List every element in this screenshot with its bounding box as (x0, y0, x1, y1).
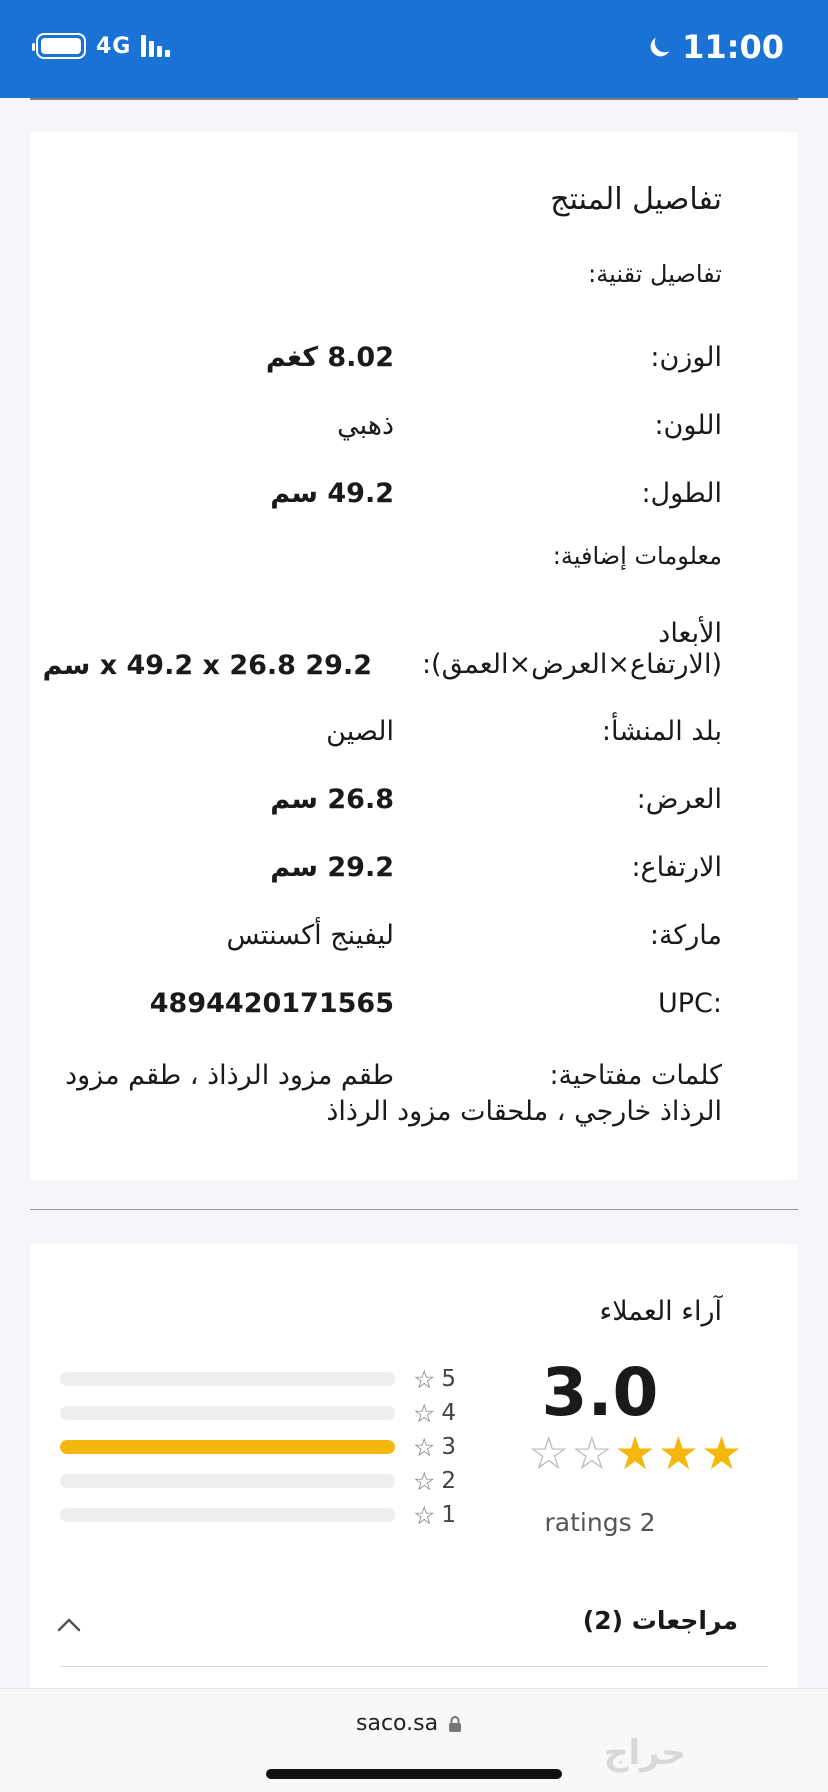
product-details-card (30, 132, 798, 1180)
ratings-count: ratings 2 (544, 1508, 656, 1537)
keywords-value-line2: الرذاذ خارجي ، ملحقات مزود الرذاذ (326, 1096, 722, 1127)
weight-value: 8.02 كغم (265, 342, 394, 373)
reviews-toggle[interactable]: مراجعات (2) (582, 1606, 738, 1635)
origin-label: بلد المنشأ: (601, 716, 722, 747)
brand-label: ماركة: (649, 920, 722, 951)
watermark: حراج (604, 1733, 686, 1773)
keywords-value-line1: طقم مزود الرذاذ ، طقم مزود (65, 1060, 394, 1091)
reviews-card (30, 1244, 798, 1689)
brand-value: ليفينج أكسنتس (226, 920, 394, 951)
star-icon-5: ★ (701, 1426, 743, 1480)
dimensions-label-line2: (الارتفاع×العرض×العمق): (421, 649, 722, 680)
home-indicator (266, 1769, 562, 1779)
rating-bar-label: 2 (441, 1468, 457, 1494)
weight-label: الوزن: (650, 342, 722, 373)
moon-icon (646, 33, 674, 61)
reviews-title: آراء العملاء (599, 1296, 722, 1327)
rating-bar-row (60, 1500, 456, 1530)
battery-icon (36, 33, 86, 59)
section-divider (30, 1209, 798, 1210)
star-outline-icon: ☆ (413, 1398, 436, 1428)
rating-bar-label: 4 (441, 1400, 457, 1426)
star-icon-2: ☆ (571, 1426, 613, 1480)
status-right (646, 28, 784, 66)
star-icon-1: ☆ (528, 1426, 570, 1480)
chevron-up-icon[interactable] (56, 1614, 82, 1634)
signal-icon (141, 35, 170, 57)
rating-bar-track (60, 1474, 395, 1488)
star-outline-icon: ☆ (413, 1466, 436, 1496)
rating-bar-label: 1 (441, 1502, 457, 1528)
width-value: 26.8 سم (270, 784, 394, 815)
width-label: العرض: (636, 784, 722, 815)
lock-icon (448, 1715, 462, 1733)
rating-bar-track (60, 1508, 395, 1522)
rating-bar-fill (60, 1440, 395, 1454)
url-text: saco.sa (356, 1711, 439, 1736)
star-rating (528, 1426, 743, 1480)
product-details-title: تفاصيل المنتج (550, 182, 722, 217)
rating-bar-track (60, 1372, 395, 1386)
keywords-label: كلمات مفتاحية: (549, 1060, 722, 1091)
browser-footer (0, 1688, 828, 1792)
rating-bar-track (60, 1440, 395, 1454)
reviews-divider (60, 1666, 768, 1667)
network-type: 4G (96, 33, 132, 59)
clock: 11:00 (682, 28, 784, 66)
rating-bar-label: 5 (441, 1366, 457, 1392)
rating-bar-row (60, 1364, 456, 1394)
address-bar[interactable] (356, 1711, 462, 1736)
rating-bar-label: 3 (441, 1434, 457, 1460)
color-value: ذهبي (337, 410, 394, 441)
height-value: 29.2 سم (270, 852, 394, 883)
top-divider (30, 98, 798, 100)
height-label: الارتفاع: (631, 852, 722, 883)
star-outline-icon: ☆ (413, 1364, 436, 1394)
dimensions-label (422, 618, 722, 680)
star-outline-icon: ☆ (413, 1500, 436, 1530)
color-label: اللون: (654, 410, 722, 441)
upc-label-text: UPC: (658, 988, 722, 1019)
rating-bar-row (60, 1398, 456, 1428)
technical-heading: تفاصيل تقنية: (588, 260, 722, 288)
dimensions-value: 29.2 x 49.2 x 26.8 سم (42, 650, 372, 681)
additional-heading: معلومات إضافية: (552, 542, 722, 570)
length-value: 49.2 سم (270, 478, 394, 509)
upc-label (658, 988, 722, 1019)
status-bar (0, 0, 828, 98)
rating-bar-row (60, 1432, 456, 1462)
star-icon-3: ★ (614, 1426, 656, 1480)
origin-value: الصين (326, 716, 394, 747)
rating-bar-row (60, 1466, 456, 1496)
status-left (36, 33, 170, 59)
rating-bar-track (60, 1406, 395, 1420)
length-label: الطول: (641, 478, 722, 509)
star-icon-4: ★ (657, 1426, 699, 1480)
dimensions-label-line1: الأبعاد (658, 618, 722, 649)
star-outline-icon: ☆ (413, 1432, 436, 1462)
average-score: 3.0 (541, 1354, 659, 1431)
upc-value: 4894420171565 (149, 988, 394, 1019)
